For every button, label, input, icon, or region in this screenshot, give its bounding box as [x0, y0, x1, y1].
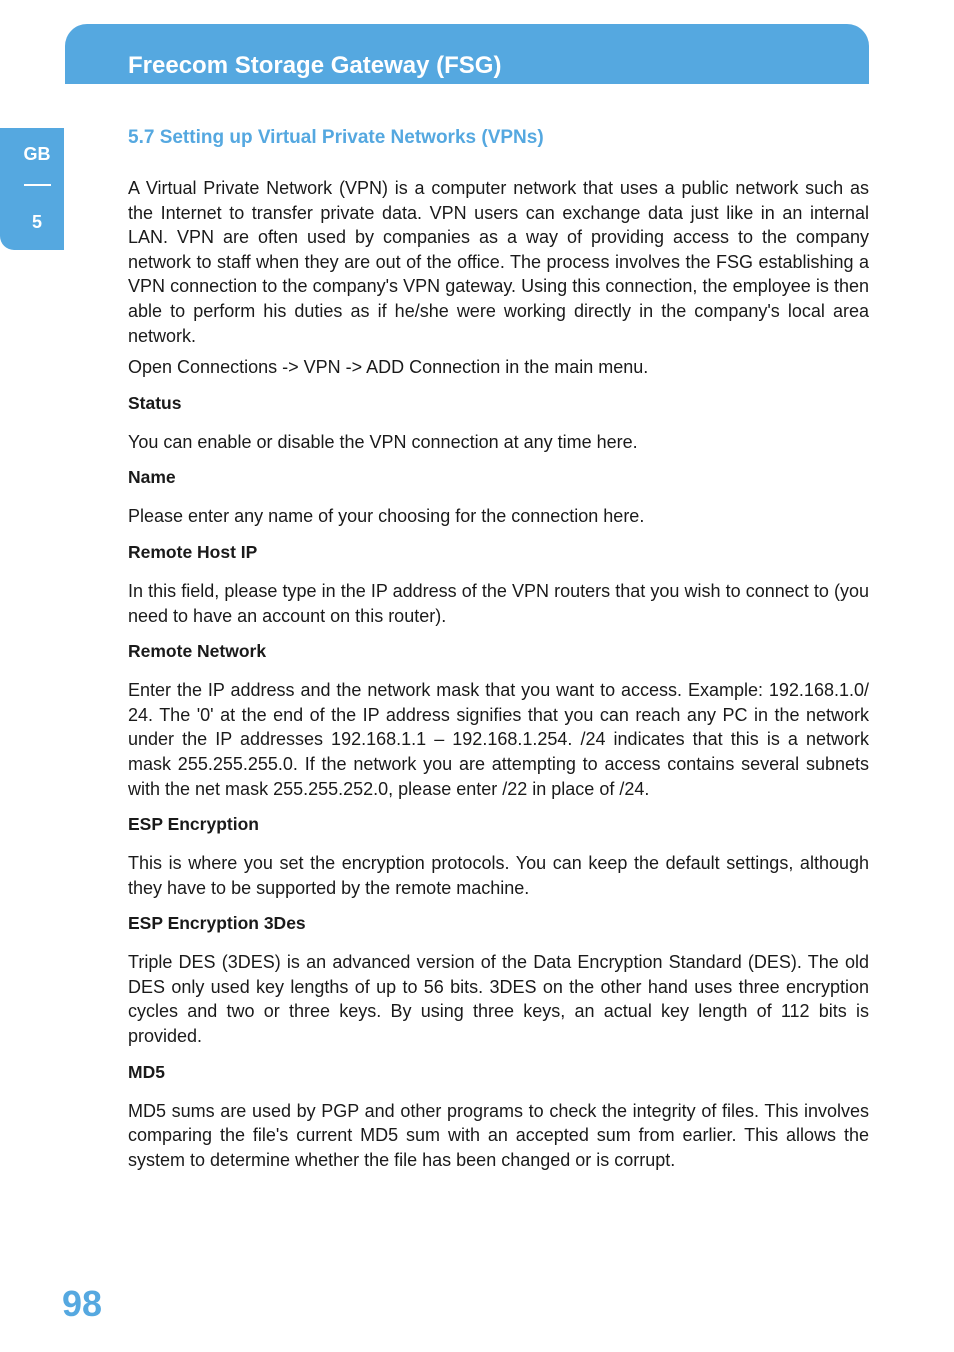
header-bar [65, 24, 869, 84]
field-heading-esp-3des: ESP Encryption 3Des [128, 913, 306, 934]
field-text-esp-encryption: This is where you set the encryption protocols. You can keep the default settings, although they have to be supported by the remote machine. [128, 853, 869, 898]
field-text-remote-network: Enter the IP address and the network mask that you want to access. Example: 192.168.1.0/ 24. The '0' at the end of the IP address signifies that you can reach any PC in the network under the IP addresses 192.168.1.1 – 192.168.1.254. /24 indicates that this is a network mask 255.255.255.0. If the network you are attempting to access contains several subnets with the net mask 255.255.252.0, please enter /22 in place of /24. [128, 680, 869, 799]
section-title: 5.7 Setting up Virtual Private Networks (VPNs) [128, 127, 544, 148]
page-number: 98 [62, 1283, 103, 1324]
field-heading-status: Status [128, 392, 182, 413]
document-title: Freecom Storage Gateway (FSG) [128, 52, 502, 79]
tab-divider [24, 184, 51, 186]
field-text-remote-host-ip: In this field, please type in the IP address of the VPN routers that you wish to connect to (you need to have an account on this router). [128, 580, 869, 626]
field-heading-remote-network: Remote Network [128, 641, 267, 662]
field-heading-md5: MD5 [128, 1061, 165, 1082]
field-text-md5: MD5 sums are used by PGP and other programs to check the integrity of files. This involves comparing the file's current MD5 sum with an accepted sum from earlier. This allows the system to determine whether the file has been changed or is corrupt. [128, 1100, 869, 1170]
field-heading-esp-encryption: ESP Encryption [128, 814, 259, 835]
instruction-paragraph: Open Connections -> VPN -> ADD Connection in the main menu. [128, 357, 649, 378]
intro-paragraph: A Virtual Private Network (VPN) is a computer network that uses a public network such as the Internet to transfer private data. VPN users can exchange data just like in an internal LAN. VPN are often used by companies as a way of providing access to the company network to staff when they are out of the office. The process involves the FSG establishing a VPN connection to the company's VPN gateway. Using this connection, the employee is then able to perform his duties as if he/she were working directly in the company's local area network. [128, 178, 869, 346]
field-text-status: You can enable or disable the VPN connection at any time here. [128, 431, 638, 452]
language-label: GB [23, 144, 51, 164]
field-heading-remote-host-ip: Remote Host IP [128, 541, 258, 562]
field-heading-name: Name [128, 467, 176, 488]
chapter-number: 5 [31, 212, 42, 232]
main-content [128, 124, 869, 1179]
field-text-esp-3des: Triple DES (3DES) is an advanced version of the Data Encryption Standard (DES). The old DES only used key lengths of up to 56 bits. 3DES on the other hand uses three encryption cycles and two or three keys. By using three keys, an actual key length of 112 bits is provided. [128, 952, 869, 1047]
field-text-name: Please enter any name of your choosing for the connection here. [128, 506, 645, 527]
chapter-tab [0, 128, 64, 250]
